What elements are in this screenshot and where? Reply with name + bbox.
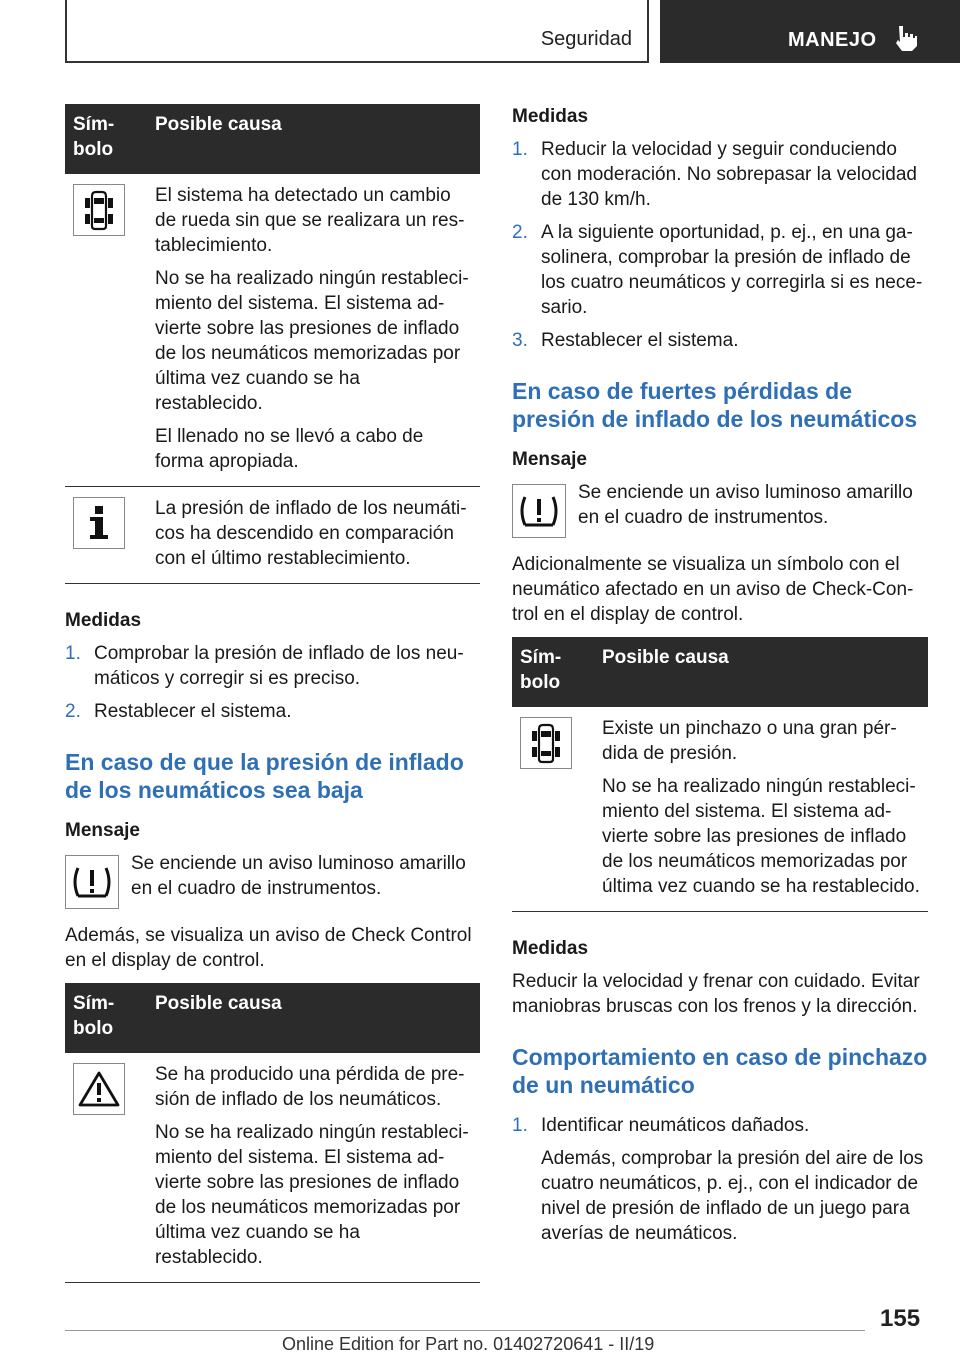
col-symbol-header: Sím- bolo xyxy=(512,637,594,707)
cause-text: El llenado no se llevó a cabo de forma apropiada. xyxy=(155,426,424,472)
table-row xyxy=(65,1053,480,1283)
col-cause-header: Posible causa xyxy=(594,637,928,707)
section-heading: En caso de que la presión de inflado de los neumáticos sea baja xyxy=(65,749,464,803)
table-row xyxy=(65,174,480,487)
measures-list xyxy=(65,641,480,724)
list-item: 1. Comprobar la presión de inflado de los neu-máticos y corregir si es preciso. xyxy=(65,643,464,689)
warning-triangle-icon xyxy=(73,1063,125,1115)
message-block xyxy=(512,480,928,538)
paragraph: Reducir la velocidad y frenar con cuidado. Evitar maniobras bruscas con los frenos y la dirección. xyxy=(512,971,920,1017)
cause-text: La presión de inflado de los neumáti-cos ha descendido en comparación con el último restablecimiento. xyxy=(155,498,467,569)
cause-text: No se ha realizado ningún restableci-miento del sistema. El sistema ad-vierte sobre las presiones de inflado de los neumáticos memorizadas por última vez cuando se ha restablecido. xyxy=(602,776,920,897)
table-row xyxy=(65,487,480,584)
list-item: 2. Restablecer el sistema. xyxy=(65,701,292,722)
message-heading: Mensaje xyxy=(65,820,140,841)
cause-text: Existe un pinchazo o una gran pér-dida de presión. xyxy=(602,718,897,764)
section-heading: Comportamiento en caso de pinchazo de un neumático xyxy=(512,1044,928,1098)
hand-pointing-icon xyxy=(893,24,919,52)
section-title: Seguridad xyxy=(540,28,632,50)
col-symbol-header: Sím- bolo xyxy=(65,104,147,174)
measures-heading: Medidas xyxy=(65,610,142,631)
message-heading: Mensaje xyxy=(512,449,587,470)
header-frame xyxy=(65,0,649,63)
footer-divider xyxy=(65,1330,865,1331)
car-tyre-status-icon xyxy=(73,184,125,236)
col-cause-header: Posible causa xyxy=(147,983,480,1053)
chapter-tab[interactable] xyxy=(660,0,960,63)
measures-list xyxy=(512,137,928,353)
cause-text: No se ha realizado ningún restableci-miento del sistema. El sistema ad-vierte sobre las presiones de inflado de los neumáticos memorizadas por última vez cuando se ha restablecido. xyxy=(155,1122,469,1268)
car-tyre-status-icon xyxy=(520,717,572,769)
message-text: Se enciende un aviso luminoso amarillo en el cuadro de instrumentos. xyxy=(578,482,913,528)
steps-list xyxy=(512,1113,928,1246)
symbol-table-3 xyxy=(512,637,928,912)
left-column xyxy=(65,104,480,1283)
cause-text: El sistema ha detectado un cambio de rueda sin que se realizara un res-tablecimiento. xyxy=(155,185,465,256)
list-item: 2. A la siguiente oportunidad, p. ej., en una ga-solinera, comprobar la presión de inflado de los cuatro neumáticos y corregirla si es nece-sario. xyxy=(512,222,923,318)
symbol-table-1 xyxy=(65,104,480,584)
cause-text: No se ha realizado ningún restableci-miento del sistema. El sistema ad-vierte sobre las presiones de inflado de los neumáticos memorizadas por última vez cuando se ha restablecido. xyxy=(155,268,469,414)
col-symbol-header: Sím- bolo xyxy=(65,983,147,1053)
col-cause-header: Posible causa xyxy=(147,104,480,174)
symbol-table-2 xyxy=(65,983,480,1283)
right-column xyxy=(512,104,928,1254)
info-icon xyxy=(73,497,125,549)
message-block xyxy=(65,851,480,909)
list-item: 1. Reducir la velocidad y seguir conduciendo con moderación. No sobrepasar la velocidad de 130 km/h. xyxy=(512,139,917,210)
page-number: 155 xyxy=(880,1305,921,1332)
list-item: 3. Restablecer el sistema. xyxy=(512,330,739,351)
edition-note: Online Edition for Part no. 01402720641 - II/19 xyxy=(282,1334,655,1354)
tyre-pressure-warning-icon xyxy=(65,855,119,909)
section-heading: En caso de fuertes pérdidas de presión de inflado de los neumáticos xyxy=(512,378,918,432)
paragraph: Además, se visualiza un aviso de Check Control en el display de control. xyxy=(65,925,472,971)
chapter-label: MANEJO xyxy=(788,29,877,51)
paragraph: Adicionalmente se visualiza un símbolo con el neumático afectado en un aviso de Check-Con-trol en el display de control. xyxy=(512,554,914,625)
measures-heading: Medidas xyxy=(512,938,589,959)
list-item: 1. Identificar neumáticos dañados. Además, comprobar la presión del aire de los cuatro neumáticos, p. ej., con el indicador de nivel de presión de inflado de un juego para averías de neumáticos. xyxy=(512,1115,924,1244)
cause-text: Se ha producido una pérdida de pre-sión de inflado de los neumáticos. xyxy=(155,1064,465,1110)
table-row xyxy=(512,707,928,912)
message-text: Se enciende un aviso luminoso amarillo en el cuadro de instrumentos. xyxy=(131,853,466,899)
measures-heading: Medidas xyxy=(512,106,589,127)
tyre-pressure-warning-icon xyxy=(512,484,566,538)
